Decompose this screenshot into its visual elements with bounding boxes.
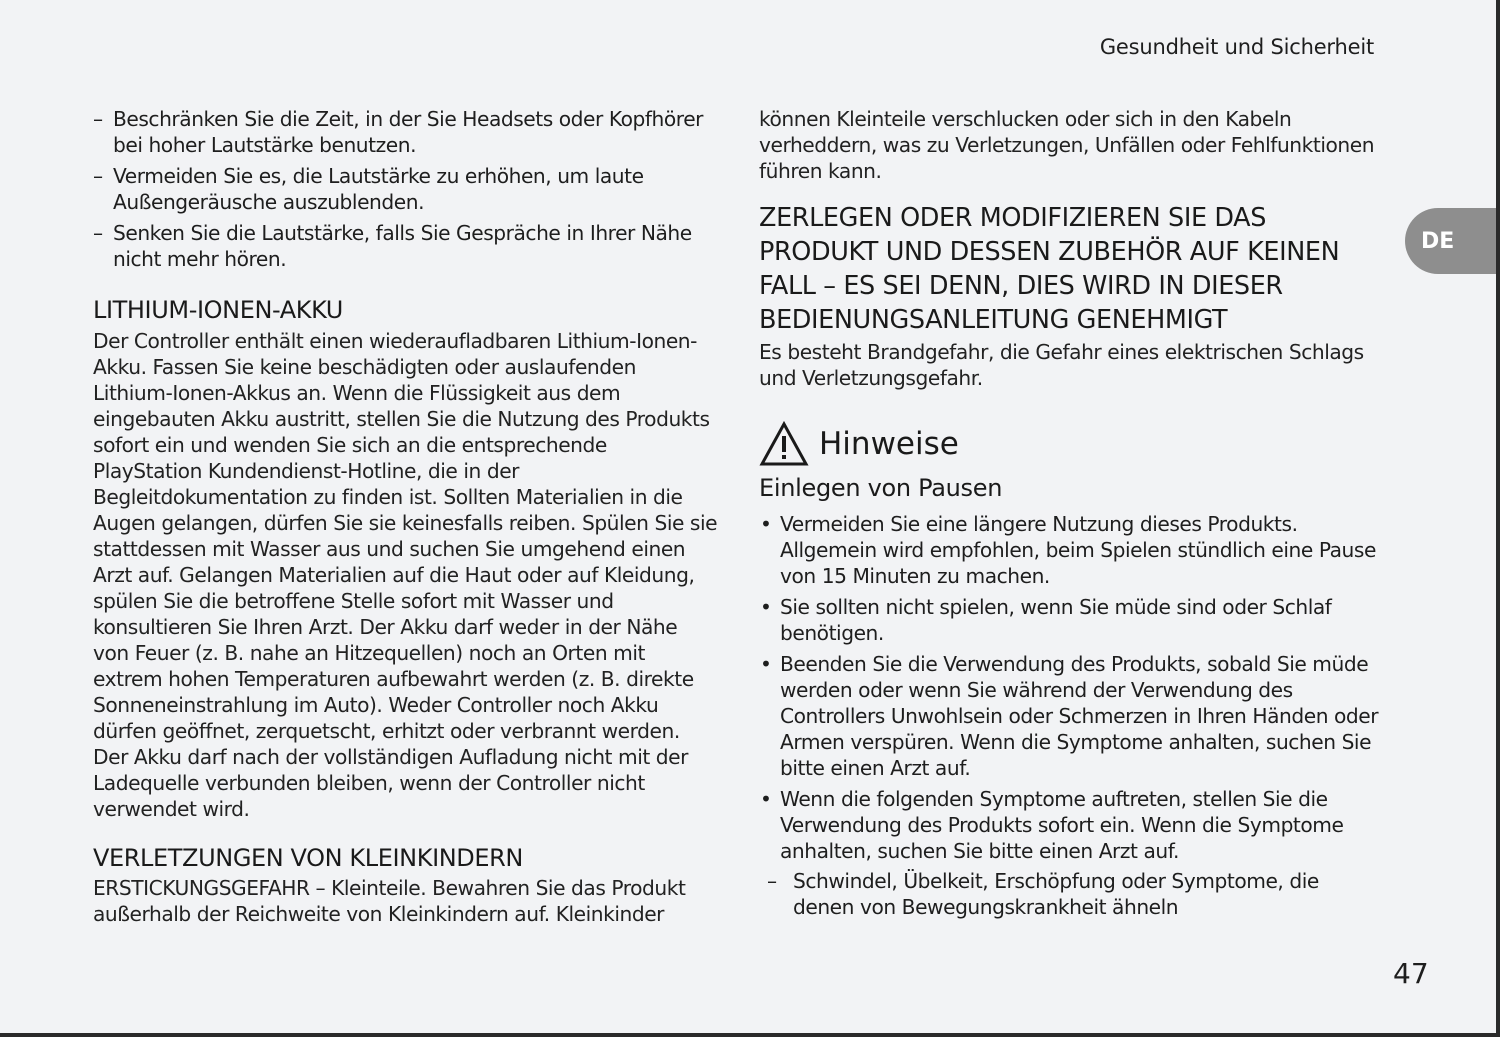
symptoms-sub-list [759,868,1379,920]
page-edge-right [1496,0,1500,1037]
notes-heading [759,421,1379,467]
running-head: Gesundheit und Sicherheit [1099,35,1374,59]
intro-list [93,106,718,272]
dash-mark: – [93,221,103,245]
list-item-text: Sie sollten nicht spielen, wenn Sie müde sind oder Schlaf benötigen. [780,595,1332,645]
notes-bullet-list [759,511,1379,920]
children-paragraph: ERSTICKUNGSGEFAHR – Kleinteile. Bewahren Sie das Produkt außerhalb der Reichweite von Kleinkindern auf. Kleinkinder [93,876,686,926]
left-column [93,106,718,927]
section-heading-battery: LITHIUM-IONEN-AKKU [93,296,343,324]
list-item-text: Beschränken Sie die Zeit, in der Sie Headsets oder Kopfhörer bei hoher Lautstärke benutzen. [113,107,704,157]
bullet-mark: • [760,512,772,536]
list-item [759,786,1379,920]
bullet-mark: • [760,787,772,811]
list-item-text: Beenden Sie die Verwendung des Produkts, sobald Sie müde werden oder wenn Sie während der Verwendung des Controllers Unwohlsein oder Schmerzen in Ihren Händen oder Armen verspüren. Wenn die Symptome anhalten, suchen Sie bitte einen Arzt auf. [780,652,1379,780]
notes-subheading: Einlegen von Pausen [759,474,1003,502]
dash-mark: – [93,107,103,131]
language-tab-label: DE [1421,228,1455,254]
list-item [93,106,718,158]
list-item [93,163,718,215]
sub-list-item-text: Schwindel, Übelkeit, Erschöpfung oder Symptome, die denen von Bewegungskrankheit ähneln [793,869,1319,919]
notes-heading-text: Hinweise [819,426,959,462]
list-item [759,651,1379,781]
bullet-mark: • [760,595,772,619]
list-item [93,220,718,272]
dash-mark: – [93,164,103,188]
language-tab [1405,208,1496,274]
section-heading-children: VERLETZUNGEN VON KLEINKINDERN [93,844,523,872]
list-item-text: Wenn die folgenden Symptome auftreten, stellen Sie die Verwendung des Produkts sofort ein. Wenn die Symptome anhalten, suchen Sie bitte einen Arzt auf. [780,787,1344,863]
dash-mark: – [767,869,777,893]
list-item-text: Vermeiden Sie eine längere Nutzung dieses Produkts. Allgemein wird empfohlen, beim Spielen stündlich eine Pause von 15 Minuten zu machen. [780,512,1376,588]
section-heading-disassembly: ZERLEGEN ODER MODIFIZIEREN SIE DAS PRODUKT UND DESSEN ZUBEHÖR AUF KEINEN FALL – ES SEI DENN, DIES WIRD IN DIESER BEDIENUNGSANLEITUNG GENEHMIGT [759,203,1340,335]
list-item-text: Vermeiden Sie es, die Lautstärke zu erhöhen, um laute Außengeräusche auszublenden. [113,164,644,214]
battery-paragraph: Der Controller enthält einen wiederaufladbaren Lithium-Ionen-Akku. Fassen Sie keine beschädigten oder auslaufenden Lithium-Ionen-Akkus an. Wenn die Flüssigkeit aus dem eingebauten Akku austritt, stellen Sie die Nutzung des Produkts sofort ein und wenden Sie sich an die entsprechende PlayStation Kundendienst-Hotline, die in der Begleitdokumentation zu finden ist. Sollten Materialien in die Augen gelangen, dürfen Sie sie keinesfalls reiben. Spülen Sie sie stattdessen mit Wasser aus und suchen Sie umgehend einen Arzt auf. Gelangen Materialien auf die Haut oder auf Kleidung, spülen Sie die betroffene Stelle sofort mit Wasser und konsultieren Sie Ihren Arzt. Der Akku darf weder in der Nähe von Feuer (z. B. nahe an Hitzequellen) noch an Orten mit extrem hohen Temperaturen aufbewahrt werden (z. B. direkte Sonneneinstrahlung im Auto). Weder Controller noch Akku dürfen geöffnet, zerquetscht, erhitzt oder verbrannt werden. Der Akku darf nach der vollständigen Aufladung nicht mit der Ladequelle verbunden bleiben, wenn der Controller nicht verwendet wird. [93,329,718,821]
list-item [759,511,1379,589]
list-item [759,594,1379,646]
warning-triangle-icon [759,421,809,467]
sub-list-item [767,868,1379,920]
children-paragraph-continued: können Kleinteile verschlucken oder sich in den Kabeln verheddern, was zu Verletzungen, Unfällen oder Fehlfunktionen führen kann. [759,107,1375,183]
disassembly-paragraph: Es besteht Brandgefahr, die Gefahr eines elektrischen Schlags und Verletzungsgefahr. [759,340,1364,390]
right-column [759,106,1379,925]
bullet-mark: • [760,652,772,676]
page-edge-bottom [0,1033,1500,1037]
page-number: 47 [1393,957,1429,990]
list-item-text: Senken Sie die Lautstärke, falls Sie Gespräche in Ihrer Nähe nicht mehr hören. [113,221,692,271]
